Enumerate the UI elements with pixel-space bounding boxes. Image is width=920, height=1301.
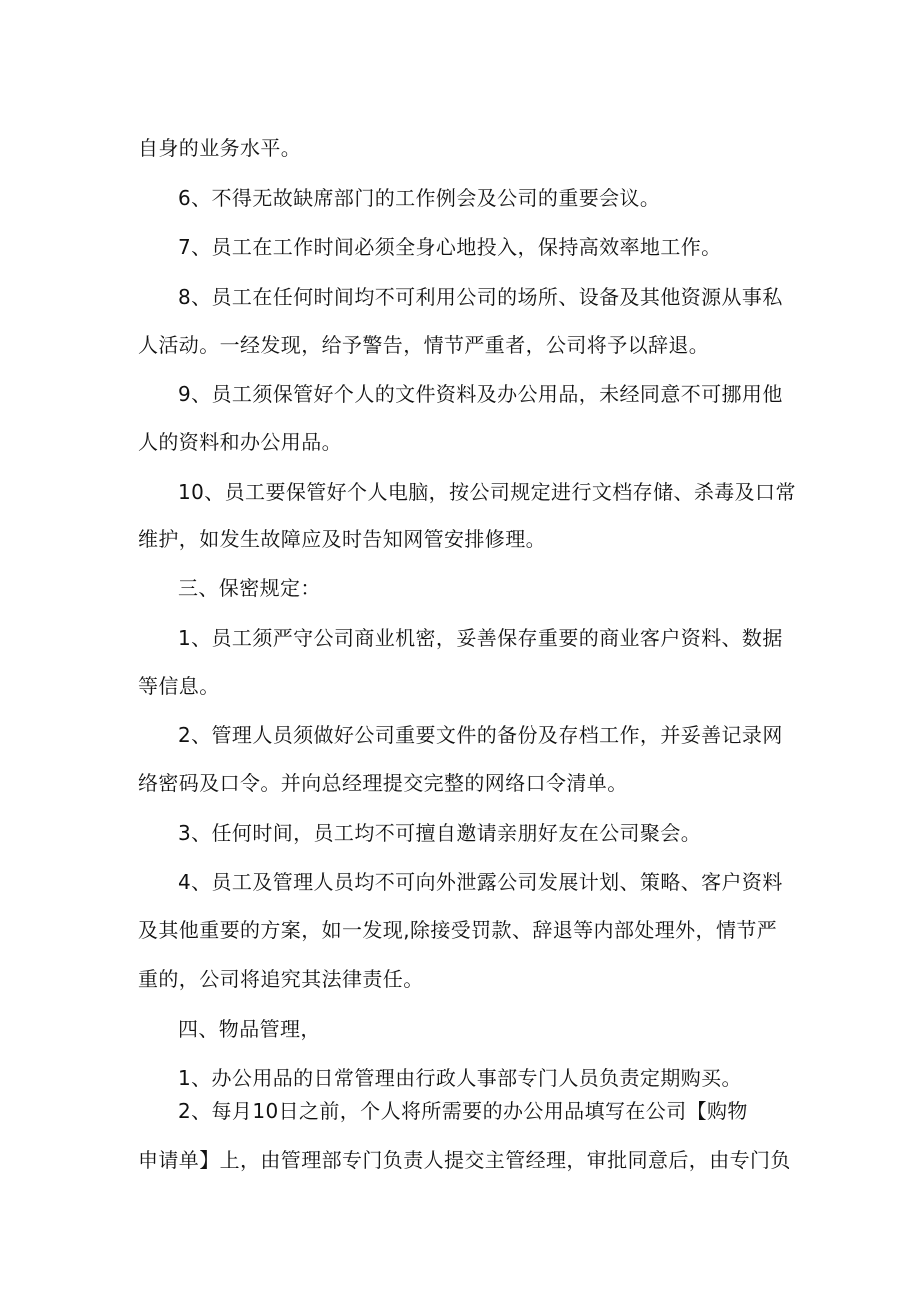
confidentiality-item-2-line-1: 2、管理人员须做好公司重要文件的备份及存档工作，并妥善记录网 (178, 723, 783, 747)
list-item-9-line-2: 人的资料和办公用品。 (138, 430, 342, 454)
confidentiality-item-4-line-1: 4、员工及管理人员均不可向外泄露公司发展计划、策略、客户资料 (178, 870, 783, 894)
list-item-7: 7、员工在工作时间必须全身心地投入，保持高效率地工作。 (178, 235, 722, 259)
confidentiality-item-3: 3、任何时间，员工均不可擅自邀请亲朋好友在公司聚会。 (178, 821, 702, 845)
section-heading-confidentiality: 三、保密规定： (178, 576, 321, 600)
list-item-10-line-1: 10、员工要保管好个人电脑，按公司规定进行文档存储、杀毒及口常 (178, 480, 796, 504)
confidentiality-item-2-line-2: 络密码及口令。并向总经理提交完整的网络口令清单。 (138, 771, 628, 795)
confidentiality-item-1-line-1: 1、员工须严守公司商业机密，妥善保存重要的商业客户资料、数据 (178, 626, 783, 650)
confidentiality-item-4-line-2: 及其他重要的方案，如一发现,除接受罚款、辞退等内部处理外，情节严 (138, 918, 778, 942)
items-item-1: 1、办公用品的日常管理由行政人事部专门人员负责定期购买。 (178, 1066, 742, 1090)
items-item-2-line-2: 申请单】上，由管理部专门负责人提交主管经理，审批同意后，由专门负 (138, 1148, 791, 1172)
confidentiality-item-1-line-2: 等信息。 (138, 674, 220, 698)
confidentiality-item-4-line-3: 重的，公司将追究其法律责任。 (138, 967, 424, 991)
items-item-2-line-1: 2、每月10日之前，个人将所需要的办公用品填写在公司【购物 (178, 1099, 748, 1123)
list-item-10-line-2: 维护，如发生故障应及时告知网管安排修理。 (138, 527, 546, 551)
list-item-9-line-1: 9、员工须保管好个人的文件资料及办公用品，未经同意不可挪用他 (178, 382, 783, 406)
section-heading-items: 四、物品管理， (178, 1017, 321, 1041)
list-item-8-line-2: 人活动。一经发现，给予警告，情节严重者，公司将予以辞退。 (138, 333, 710, 357)
text-line-1: 自身的业务水平。 (138, 136, 302, 160)
list-item-6: 6、不得无故缺席部门的工作例会及公司的重要会议。 (178, 186, 661, 210)
list-item-8-line-1: 8、员工在任何时间均不可利用公司的场所、设备及其他资源从事私 (178, 285, 783, 309)
